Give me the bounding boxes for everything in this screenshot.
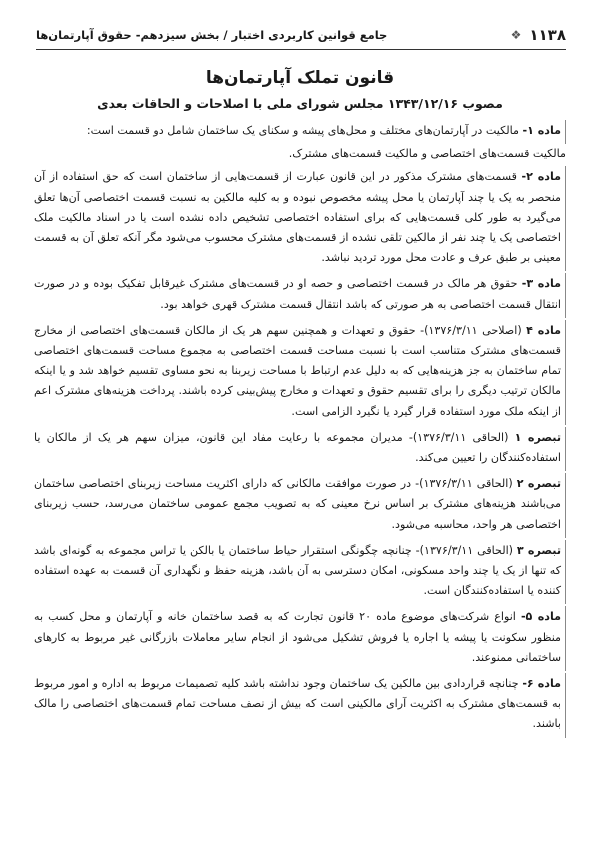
article-label: تبصره ۱ [514, 430, 561, 444]
article-text: (اصلاحی ۱۳۷۶/۳/۱۱)- حقوق و تعهدات و همچنین سهم هر یک از مالکان قسمت‌های اختصاصی از مخارج قسمت‌های مشترک متناسب است با نسبت مساحت قسمت اختصاصی به مجموع مساحت قسمت‌های اختصاصی تمام ساختمان به جز هزینه‌هایی که به دلیل عدم ارتباط با مساحت زیربنا به نحو مساوی تقسیم خواهد شد و یا اینکه مالکان ترتیب دیگری را برای تقسیم حقوق و تعهدات و مخارج پیش‌بینی کرده باشند. پرداخت هزینه‌های مشترک اعم از اینکه ملک مورد استفاده قرار گیرد یا نگیرد الزامی است. [34, 323, 561, 418]
article-label: تبصره ۳ [516, 543, 561, 557]
article-label: ماده ۳- [521, 277, 561, 291]
article-text: (الحاقی ۱۳۷۶/۳/۱۱)- چنانچه چگونگی استقرار حیاط ساختمان یا بالکن یا تراس مجموعه به گونه‌ای باشد که تنها از یک یا چند واحد مسکونی، امکان دسترسی به آن باشد، هزینه حفظ و نگهداری آن قسمت به عهده استفاده کننده یا استفاده‌کنندگان است. [34, 543, 561, 598]
page-body [34, 64, 566, 738]
article-label: ماده ۱- [522, 124, 561, 137]
article-1 [34, 120, 566, 144]
article-label: ماده ۲- [521, 170, 561, 184]
header-page-number-group [511, 26, 566, 44]
note-3 [34, 540, 566, 605]
article-5 [34, 606, 566, 671]
article-label: ماده ۶- [522, 677, 561, 691]
article-text: چنانچه قراردادی بین مالکین یک ساختمان وجود نداشته باشد کلیه تصمیمات مربوط به اداره و امور مربوط به قسمت‌های مشترک به اکثریت آرای مالکینی است که بیش از نصف مساحت تمام قسمت‌های اختصاصی را مالک باشند. [34, 677, 561, 731]
article-text: مالکیت قسمت‌های اختصاصی و مالکیت قسمت‌های مشترک. [288, 147, 566, 161]
law-title: قانون تملک آپارتمان‌ها [205, 68, 395, 88]
header-divider [36, 49, 566, 50]
page-number: ۱۱۳۸ [529, 26, 566, 44]
article-1-continuation [34, 144, 566, 164]
article-6 [34, 673, 566, 738]
running-header [36, 24, 566, 46]
article-text: (الحاقی ۱۳۷۶/۳/۱۱)- در صورت موافقت مالکانی که دارای اکثریت مساحت زیربنای اختصاصی ساختمان می‌باشند هزینه‌های مشترک بر اساس نرخ معینی که به تصویب مجمع عمومی ساختمان می‌رسد، حسب زیربنای اختصاصی هر واحد، محاسبه می‌شود. [34, 477, 561, 531]
article-text: حقوق هر مالک در قسمت اختصاصی و حصه او در قسمت‌های مشترک غیرقابل تفکیک بوده و در صورت انتقال قسمت اختصاصی به هر صورتی که باشد انتقال قسمت مشترک قهری خواهد بود. [34, 277, 561, 311]
law-subtitle: مصوب ۱۳۴۳/۱۲/۱۶ مجلس شورای ملی با اصلاحات و الحاقات بعدی [97, 96, 503, 111]
article-text: قسمت‌های مشترک مذکور در این قانون عبارت از قسمت‌هایی از ساختمان است که حق استفاده از آن منحصر به یک یا چند آپارتمان یا محل پیشه مخصوص نبوده و به کلیه مالکین به نسبت قسمت اختصاصی آن‌ها تعلق می‌گیرد به طور کلی قسمت‌هایی که برای استفاده اختصاصی تشخیص داده نشده است یا در اسناد مالکیت ملک اختصاصی یک یا چند نفر از مالکین تلقی نشده از قسمت‌های مشترک محسوب می‌شود مگر آنکه تعلق آن به قسمت معینی بر طبق عرف و عادت محل مورد تردید نباشد. [34, 170, 561, 265]
article-label: تبصره ۲ [516, 477, 561, 491]
article-text: انواع شرکت‌های موضوع ماده ۲۰ قانون تجارت که به قصد ساختمان خانه و آپارتمان و محل کسب به منظور سکونت یا پیشه یا اجاره یا فروش تشکیل می‌شود از انجام سایر معاملات بازرگانی غیر مربوط به کارهای ساختمانی ممنوعند. [34, 610, 561, 664]
article-label: ماده ۴ [526, 323, 561, 337]
article-text: (الحاقی ۱۳۷۶/۳/۱۱)- مدیران مجموعه با رعایت مفاد این قانون، میزان سهم هر یک از مالکان یا استفاده‌کنندگان را تعیین می‌کند. [34, 430, 561, 465]
article-text: مالکیت در آپارتمان‌های مختلف و محل‌های پیشه و سکنای یک ساختمان شامل دو قسمت است: [86, 124, 523, 137]
article-label: ماده ۵- [520, 610, 561, 624]
running-title: جامع قوانین کاربردی اختبار / بخش سیزدهم- حقوق آپارتمان‌ها [36, 28, 388, 42]
ornament-icon: ❖ [510, 28, 522, 42]
article-3 [34, 273, 566, 317]
article-2 [34, 166, 566, 271]
note-2 [34, 473, 566, 538]
article-4 [34, 320, 566, 425]
note-1 [34, 427, 566, 471]
